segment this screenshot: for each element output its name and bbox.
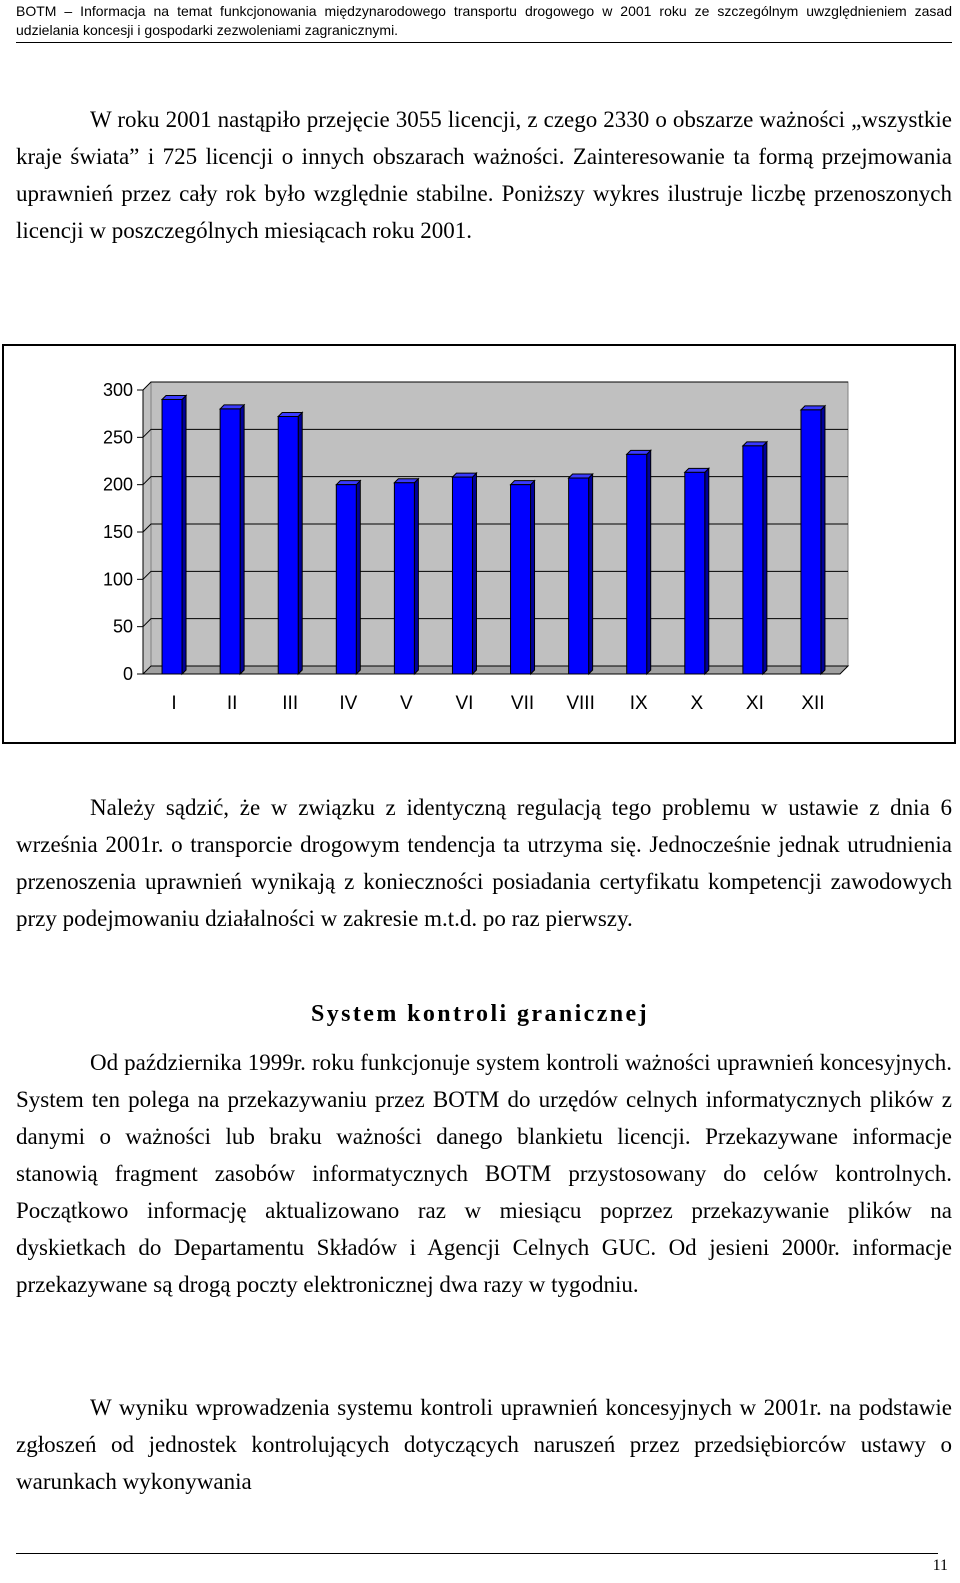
- bar-side: [414, 479, 418, 674]
- bar-top: [394, 479, 418, 483]
- x-tick-label: IV: [339, 693, 358, 714]
- bar-top: [278, 413, 302, 417]
- bar: [394, 483, 414, 674]
- bar: [336, 485, 356, 674]
- bar: [743, 446, 763, 674]
- bar: [220, 409, 240, 674]
- bar: [511, 485, 531, 674]
- x-tick-label: X: [690, 693, 704, 714]
- y-tick-label: 0: [122, 664, 133, 684]
- y-tick-label: 250: [102, 427, 133, 448]
- bar-top: [801, 406, 825, 410]
- bar-side: [531, 481, 535, 674]
- bar-side: [472, 473, 476, 674]
- bar-side: [356, 481, 360, 674]
- y-tick-label: 300: [102, 380, 133, 400]
- bar: [801, 410, 821, 674]
- bar-top: [220, 405, 244, 409]
- bar-top: [452, 473, 476, 477]
- y-tick-label: 150: [102, 522, 133, 542]
- bar: [162, 399, 182, 674]
- x-tick-label: IX: [629, 693, 648, 714]
- bar-side: [763, 442, 767, 674]
- x-tick-label: V: [400, 693, 413, 714]
- bar: [278, 417, 298, 674]
- x-tick-label: VII: [510, 693, 535, 714]
- y-tick-label: 200: [102, 474, 133, 495]
- footer-divider: [16, 1553, 938, 1554]
- plot-floor: [143, 666, 848, 674]
- paragraph-results: W wyniku wprowadzenia systemu kontroli uprawnień koncesyjnych w 2001r. na podstawie zgłoszeń od jednostek kontrolujących dotyczących naruszeń przez przedsiębiorców ustawy o warunkach wykonywania: [16, 1395, 952, 1494]
- bar-side: [821, 406, 825, 674]
- bar: [452, 477, 472, 674]
- x-tick-label: VIII: [566, 693, 595, 714]
- paragraph-regulation: Należy sądzić, że w związku z identyczną regulacją tego problemu w ustawie z dnia 6 września 2001r. o transporcie drogowym tendencja ta utrzyma się. Jednocześnie jednak utrudnienia przenoszenia uprawnień wynikają z konieczności posiadania certyfikatu kompetencji zawodowych przy podejmowaniu działalności w zakresie m.t.d. po raz pierwszy.: [16, 795, 952, 931]
- bar-top: [685, 468, 709, 472]
- bar-chart-svg: [4, 346, 954, 742]
- x-tick-label: III: [282, 693, 299, 714]
- bar: [685, 472, 705, 674]
- bar: [569, 478, 589, 674]
- x-tick-label: I: [171, 693, 177, 714]
- x-tick-label: XII: [801, 693, 825, 714]
- bar-side: [298, 413, 302, 674]
- bar-top: [162, 395, 186, 399]
- bar-side: [589, 474, 593, 674]
- page-number: 11: [932, 1557, 948, 1574]
- bar-side: [647, 450, 651, 674]
- bar-side: [240, 405, 244, 674]
- bar-top: [336, 481, 360, 485]
- section-title: System kontroli granicznej: [311, 1001, 649, 1027]
- page-header-text: BOTM – Informacja na temat funkcjonowania międzynarodowego transportu drogowego w 2001 roku ze szczególnym uwzględnieniem zasad udzielania koncesji i gospodarki zezwoleniami zagranicznymi.: [16, 3, 952, 38]
- x-tick-label: VI: [455, 693, 474, 714]
- bar: [627, 454, 647, 674]
- bar-top: [569, 474, 593, 478]
- x-tick-label: XI: [745, 693, 764, 714]
- paragraph-control-system: Od października 1999r. roku funkcjonuje system kontroli ważności uprawnień koncesyjnych. System ten polega na przekazywaniu przez BOTM do urzędów celnych informatycznych plików z danymi o ważności lub braku ważności danego blankietu licencji. Przekazywane informacje stanowią fragment zasobów informatycznych BOTM przystosowany do celów kontrolnych. Początkowo informację aktualizowano raz w miesiącu poprzez przekazywanie plików na dyskietkach do Departamentu Składów i Agencji Celnych GUC. Od jesieni 2000r. informacje przekazywane są drogą poczty elektronicznej dwa razy w tygodniu.: [16, 1050, 952, 1297]
- y-tick-label: 100: [102, 569, 133, 590]
- bar-side: [182, 395, 186, 674]
- page-header: [16, 2, 952, 43]
- bar-top: [743, 442, 767, 446]
- bar-side: [705, 468, 709, 674]
- monthly-licence-chart: [2, 344, 956, 744]
- x-tick-label: II: [226, 693, 238, 714]
- bar-top: [627, 450, 651, 454]
- bar-top: [511, 481, 535, 485]
- paragraph-licence-transfers: W roku 2001 nastąpiło przejęcie 3055 licencji, z czego 2330 o obszarze ważności „wszystkie kraje świata” i 725 licencji o innych obszarach ważności. Zainteresowanie ta formą przejmowania uprawnień przez cały rok było względnie stabilne. Poniższy wykres ilustruje liczbę przenoszonych licencji w poszczególnych miesiącach roku 2001.: [16, 107, 952, 243]
- y-tick-label: 50: [112, 616, 133, 637]
